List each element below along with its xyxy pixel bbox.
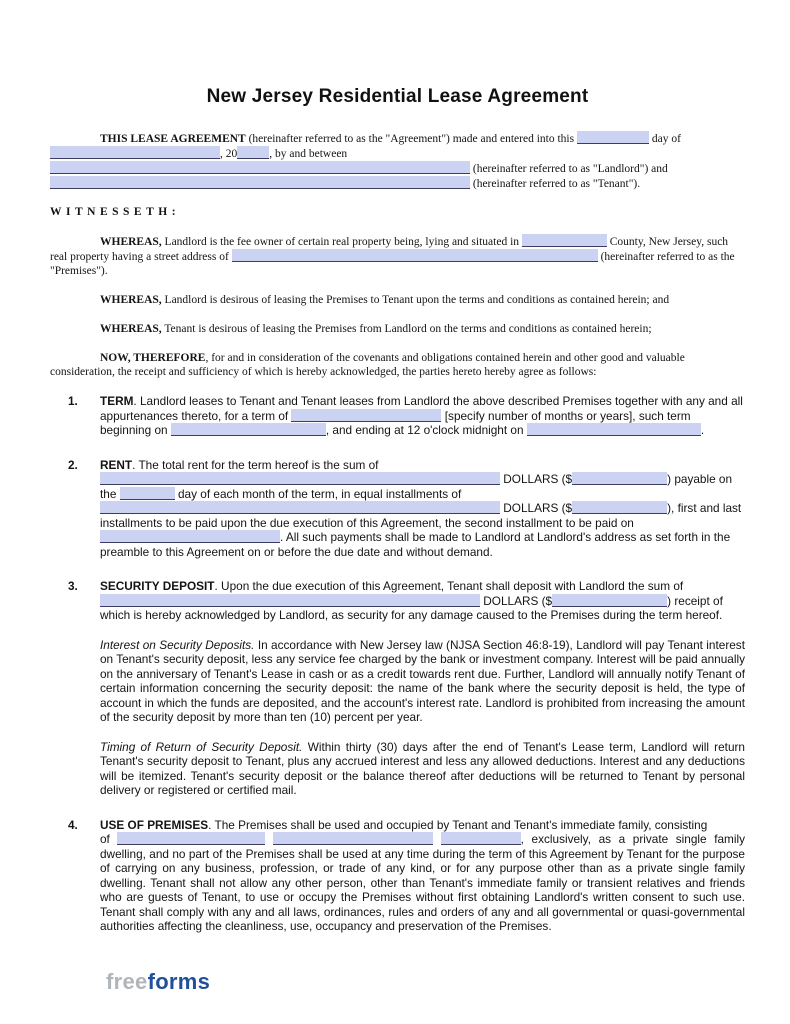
- text-run: . The total rent for the term hereof is the sum of: [132, 457, 379, 472]
- form-field-blank[interactable]: [291, 409, 441, 422]
- freeforms-logo: [106, 969, 210, 995]
- text-run: of: [100, 832, 118, 846]
- logo-text-forms: forms: [147, 969, 211, 994]
- text-run: NOW, THEREFORE: [100, 352, 206, 364]
- text-run: , exclusively, as a private single family dwelling, and no part of the Premises shall be used at any time during the term of this Agreement by Tenant for the purpose of carrying on any business, profession, or trade of any kind, or for any purpose other than as a private single family dwelling. Tenant shall not allow any other person, other than Tenant's immediate family or transient relatives and friends who are guests of Tenant, to use or occupy the Premises without first obtaining Landlord's written consent to such use. Tenant shall comply with any and all laws, ordinances, rules and orders of any and all governmental or quasi-governmental authorities affecting the cleanliness, use, occupancy and preservation of the Premises.: [100, 832, 746, 933]
- document-title: New Jersey Residential Lease Agreement: [206, 86, 589, 107]
- text-run: day of each month of the term, in equal installments of: [174, 486, 462, 501]
- text-run: . Upon the due execution of this Agreement, Tenant shall deposit with Landlord the sum of: [214, 579, 684, 593]
- form-field-blank[interactable]: [577, 131, 649, 144]
- form-field-blank[interactable]: [522, 234, 607, 247]
- text-run: Within thirty (30) days after the end of Tenant's Lease term, Landlord will return Tenant's security deposit to Tenant, plus any accrued interest and less any allowed deductions. Interest and any deductions will be itemized. Tenant's security deposit or the balance thereof after deductions will be returned to Tenant by personal delivery or registered or certified mail.: [100, 739, 745, 797]
- whereas-landlord-clause: [50, 293, 745, 307]
- form-field-blank[interactable]: [100, 501, 500, 514]
- form-field-blank[interactable]: [232, 249, 598, 262]
- form-field-blank[interactable]: [100, 472, 500, 485]
- form-field-blank[interactable]: [171, 423, 326, 436]
- logo-text-free: free: [106, 969, 148, 994]
- text-run: . All such payments shall be made to Landlord at Landlord's address as set forth in the preamble to this Agreement on or before the due date and without demand.: [100, 530, 731, 559]
- text-run: , by and between: [269, 148, 348, 160]
- witnesseth-heading: WITNESSETH:: [50, 206, 181, 218]
- form-field-blank[interactable]: [50, 176, 470, 189]
- item-number: 4.: [68, 817, 78, 832]
- text-run: .: [700, 423, 705, 437]
- text-run: ) receipt of which is hereby acknowledged by Landlord, as security for any damage caused to the Premises during the term hereof.: [100, 593, 723, 622]
- text-run: DOLLARS ($: [500, 472, 573, 486]
- document-body: [50, 131, 745, 934]
- item-text: [100, 818, 745, 934]
- text-run: . Landlord leases to Tenant and Tenant leases from Landlord the above described Premises together with any and all appurtenances thereto, for a term of: [100, 394, 743, 423]
- opening-clause: [50, 131, 745, 191]
- form-field-blank[interactable]: [441, 832, 521, 845]
- text-run: (hereinafter referred to as "Tenant").: [470, 178, 641, 190]
- form-field-blank[interactable]: [552, 594, 667, 607]
- item-number: 3.: [68, 579, 78, 593]
- whereas-owner-clause: [50, 234, 745, 278]
- text-run: DOLLARS ($: [500, 501, 573, 515]
- text-run: TERM: [100, 394, 134, 408]
- whereas-tenant-clause: [50, 322, 745, 336]
- text-run: RENT: [100, 457, 133, 472]
- text-run: [specify number of months or years], such term beginning on: [100, 408, 691, 437]
- text-run: (hereinafter referred to as the "Premises").: [50, 251, 735, 277]
- text-run: WHEREAS,: [100, 323, 162, 335]
- text-run: DOLLARS ($: [480, 593, 553, 608]
- item-number: 2.: [68, 457, 78, 472]
- text-run: ), first and last installments to be paid upon the due execution of this Agreement, the second installment to be paid on: [100, 501, 742, 530]
- text-run: ) payable on the: [100, 472, 733, 501]
- form-field-blank[interactable]: [100, 530, 280, 543]
- text-run: USE OF PREMISES: [100, 817, 209, 832]
- clause-term: [50, 394, 745, 438]
- now-therefore-clause: [50, 351, 745, 379]
- text-run: In accordance with New Jersey law (NJSA Section 46:8-19), Landlord will pay Tenant interest on Tenant's security deposit, less any service fee charged by the bank or investment company. Interest will be paid annually on the anniversary of Tenant's Lease in cash or as a credit towards rent due. Further, Landlord will annually notify Tenant of certain information concerning the security deposit: the name of the bank where the security deposit is held, the type of account in which the funds are deposited, and the account's interest rate. Landlord is prohibited from increasing the amount of the security deposit by more than ten (10) percent per year.: [100, 637, 745, 724]
- item-text: [100, 458, 745, 560]
- text-run: WHEREAS,: [100, 294, 162, 306]
- form-field-blank[interactable]: [100, 594, 480, 607]
- text-run: (hereinafter referred to as "Landlord") and: [470, 163, 668, 175]
- text-run: [433, 832, 441, 846]
- text-run: Landlord is the fee owner of certain real property being, lying and situated in: [161, 236, 522, 248]
- form-field-blank[interactable]: [50, 146, 220, 159]
- item-number: 1.: [68, 394, 78, 408]
- form-field-blank[interactable]: [117, 832, 265, 845]
- text-run: [265, 832, 273, 846]
- text-run: day of: [648, 133, 681, 145]
- item-text: [100, 394, 745, 438]
- clause-rent: [50, 458, 745, 560]
- form-field-blank[interactable]: [572, 501, 667, 514]
- text-run: Interest on Security Deposits.: [100, 637, 255, 652]
- form-field-blank[interactable]: [50, 161, 470, 174]
- text-run: Tenant is desirous of leasing the Premises from Landlord on the terms and conditions as contained herein;: [161, 323, 652, 335]
- text-run: . The Premises shall be used and occupied by Tenant and Tenant's immediate family, consisting: [208, 817, 708, 832]
- text-run: , 20: [220, 148, 238, 160]
- text-run: County, New Jersey, such real property having a street address of: [50, 236, 729, 263]
- interest-on-security-deposits: [100, 638, 745, 725]
- form-field-blank[interactable]: [273, 832, 433, 845]
- text-run: , and ending at 12 o'clock midnight on: [325, 423, 527, 437]
- clause-use-of-premises: [50, 818, 745, 934]
- document-content: [50, 86, 745, 954]
- text-run: Timing of Return of Security Deposit.: [100, 739, 303, 754]
- item-text: [100, 579, 745, 798]
- form-field-blank[interactable]: [120, 487, 175, 500]
- form-field-blank[interactable]: [237, 146, 269, 159]
- text-run: THIS LEASE AGREEMENT: [100, 133, 246, 145]
- text-run: WHEREAS,: [100, 236, 162, 248]
- form-field-blank[interactable]: [572, 472, 667, 485]
- text-run: (hereinafter referred to as the "Agreement") made and entered into this: [245, 133, 577, 145]
- timing-of-return-of-security-deposit: [100, 740, 745, 798]
- text-run: Landlord is desirous of leasing the Premises to Tenant upon the terms and conditions as contained herein; and: [161, 294, 670, 306]
- text-run: , for and in consideration of the covenants and obligations contained herein and other good and valuable consideration, the receipt and sufficiency of which is hereby acknowledged, the parties hereto hereby agree as follows:: [50, 352, 685, 378]
- form-field-blank[interactable]: [527, 423, 701, 436]
- text-run: SECURITY DEPOSIT: [100, 579, 215, 593]
- clause-security-deposit: [50, 579, 745, 798]
